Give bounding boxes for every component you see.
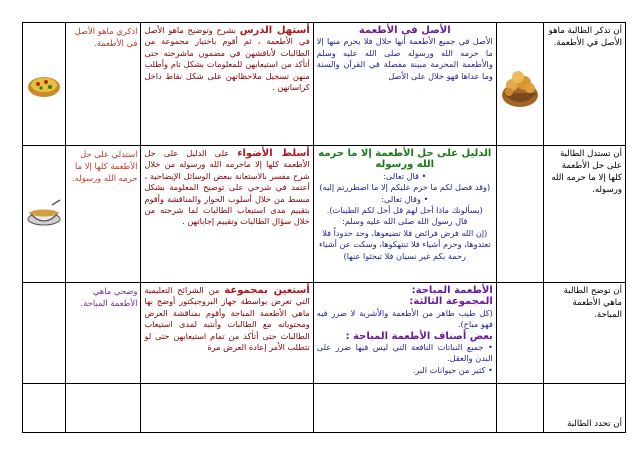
image-cell [496, 283, 543, 384]
content-kind: • جميع النباتات النافعة التي ليس فيها ضرر على البدن والعقل. [316, 342, 493, 364]
activity-cell [141, 283, 313, 384]
content-group-body: (كل طيب طاهر من الأطعمة والأشربة لا ضرر فيه فهو مباح). [316, 307, 493, 330]
objective-text: أن تستدل الطالبة على حل الأطعمة كلها إلا ما حرمه الله ورسوله. [551, 149, 622, 195]
lesson-plan-table [22, 22, 626, 433]
content-group-title: المجموعة الثالثة: [409, 296, 493, 308]
content-cell [313, 23, 496, 146]
eval-image-cell [23, 146, 66, 283]
table-row [23, 384, 626, 433]
objective-text: أن توضح الطالبة ماهي الأطعمة المباحة. [563, 286, 622, 320]
content-line: (إن الله فرض فرائض فلا تضيعوها، وحد حدوداً فلا تعتدوها، وحرم أشياء فلا تنتهكوها، وسكت عن أشياء رحمة بكم غير نسيان فلا تبحثوا عنها) [318, 227, 491, 261]
objective-cell [544, 283, 626, 384]
activity-cell [141, 146, 313, 283]
content-cell [313, 384, 496, 433]
image-cell [496, 146, 543, 283]
evaluation-cell [66, 23, 141, 146]
evaluation-cell [66, 283, 141, 384]
evaluation-text: اذكري ماهو الأصل في الأطعمة. [74, 26, 138, 48]
objective-cell [544, 146, 626, 283]
content-kinds-title: بعض أصناف الأطعمة المباحة : [345, 330, 493, 342]
content-body: الأصل في جميع الأطعمة أنها حلال فلا يحرم منها إلا ما حرمه الله ورسوله صلى الله عليه وسلم والأطعمة المحرمة مبينة مفصلة في القرآن والسنة وما عداها فهو حلال على الأصل [316, 36, 493, 81]
evaluation-text: استدلي على حل الأطعمة كلها إلا ما حرمه الله ورسوله. [72, 149, 138, 183]
content-line: • وقال تعالى: [381, 193, 429, 204]
soup-bowl-icon [26, 199, 62, 229]
content-title: الأصل في الأطعمة [358, 25, 451, 36]
activity-cell [141, 23, 313, 146]
activity-body: بشرح وتوضيح ماهو الأصل في الأطعمة ، ثم أقوم باختيار مجموعة من الطالبات لأناقشهن في مضمون ماشرحته حتى أتأكد من استيعابهن للمعلومات بشكل تام وأطلب منهن تسجيل ملاحظاتهن على شكل نقاط داخل كراساتهن . [144, 25, 310, 93]
pizza-icon [26, 69, 62, 99]
evaluation-cell [66, 384, 141, 433]
lesson-plan-sheet [22, 22, 626, 429]
evaluation-text: وضحي ماهي الأطعمة المباحة. [80, 286, 138, 308]
table-row [23, 283, 626, 384]
content-line: • قال تعالى: [383, 170, 427, 181]
objective-cell [544, 384, 626, 433]
evaluation-cell [66, 146, 141, 283]
table-row [23, 146, 626, 283]
content-kind: • كثير من حيوانات البر. [412, 364, 493, 375]
activity-cell [141, 384, 313, 433]
image-cell [496, 384, 543, 433]
table-row [23, 23, 626, 146]
eval-image-cell [23, 283, 66, 384]
objective-text: أن تحدد الطالبة [567, 419, 622, 429]
content-cell [313, 283, 496, 384]
activity-body: من الشرائح التعليمية التي تعرض بواسطة جهاز البروجيكتور أوضح بها ماهي الأطعمة المباحة وأقوم بمناقشة العرض ومحتوياته مع الطالبات وأنتبه لمدى استيعاب الطالبات حتى أتأكد من تمام استيعابهن حتى لو تتطلب الأمر إعادة العرض مرة [144, 285, 310, 353]
eval-image-cell [23, 384, 66, 433]
content-title: الأطعمة المباحة: [411, 285, 493, 296]
activity-title: أسلط الأضواء [237, 148, 310, 159]
activity-body: على الدليل على حل الأطعمة كلها إلا ماحرمه الله ورسوله من خلال شرح مفسر بالاستعانة ببعض الوسائل الإيضاحية ، أعتمد في شرحي على توضيح المعلومة بشكل مبسط من خلال أسلوب الحوار والمناقشة وأقوم بتقييم مدى استيعاب الطالبات لما شرحته من خلال سؤال الطالبات وتقييم إجاباتهن . [144, 148, 310, 227]
content-title: الدليل على حل الأطعمة إلا ما حرمه الله ورسوله [318, 148, 492, 171]
image-cell [496, 23, 543, 146]
activity-title: أستعين بمجموعة [224, 285, 310, 296]
content-line: قال رسول الله صلى الله عليه وسلم: [342, 216, 468, 227]
eval-image-cell [23, 23, 66, 146]
content-line: (وقد فصل لكم ما حرم عليكم إلا ما اضطررتم إليه) [319, 182, 491, 193]
objective-text: أن تذكر الطالبة ماهو الأصل في الأطعمة. [548, 26, 622, 48]
bread-basket-icon [500, 55, 540, 113]
content-cell [313, 146, 496, 283]
activity-title: أستهل الدرس [239, 25, 310, 36]
content-line: (يسألونك ماذا أحل لهم قل أحل لكم الطيبات). [326, 205, 483, 216]
objective-cell [544, 23, 626, 146]
